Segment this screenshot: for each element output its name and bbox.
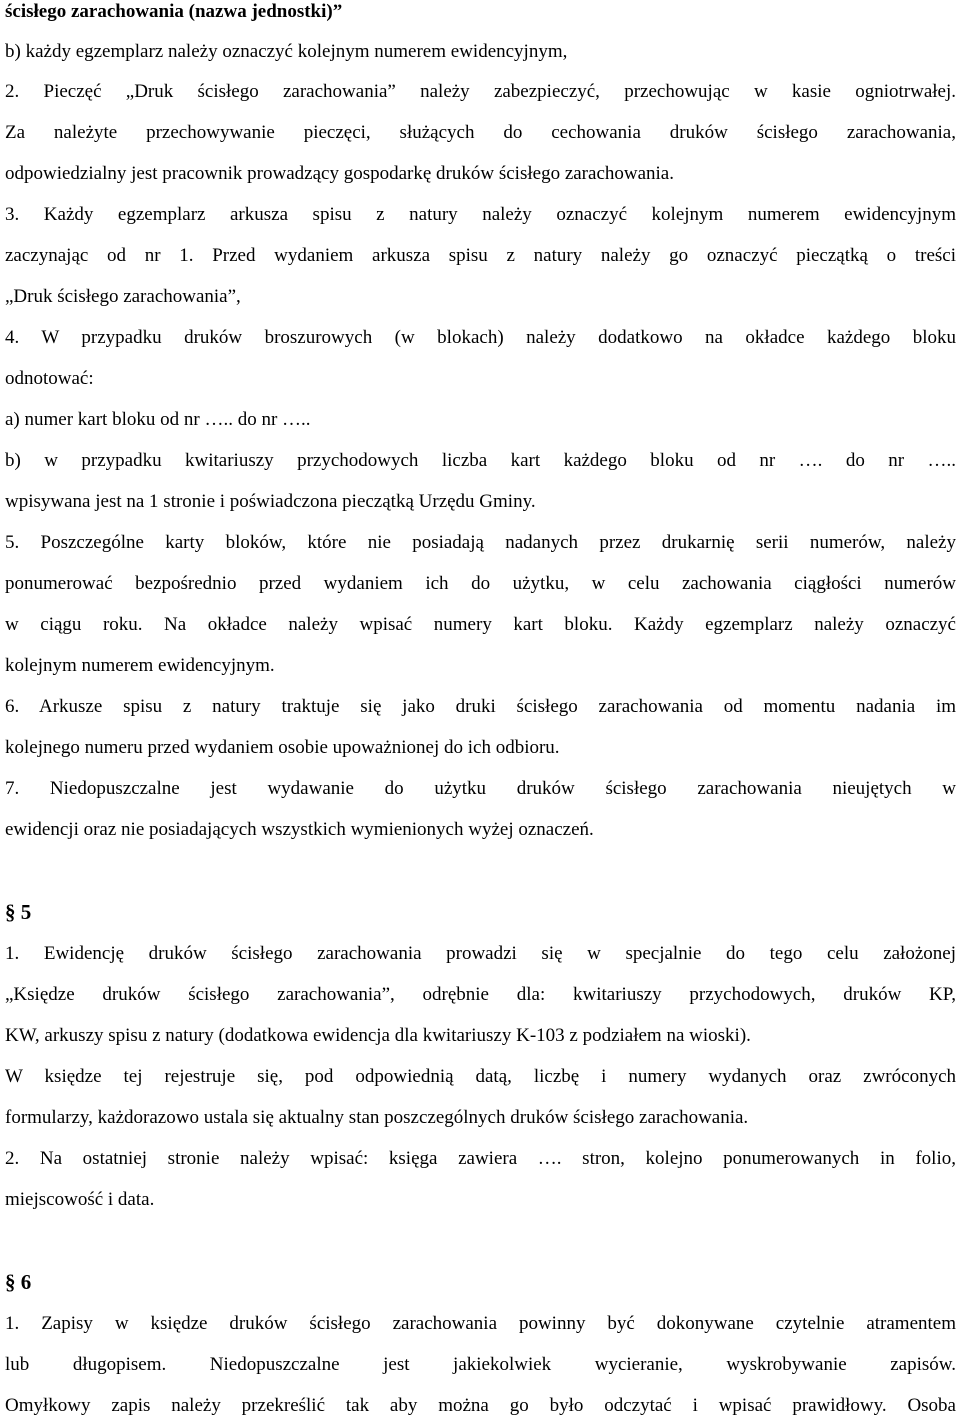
section-heading: § 5: [5, 900, 32, 924]
text-line: 1. Zapisy w księdze druków ścisłego zarachowania powinny być dokonywane czytelnie atramentem: [5, 1313, 956, 1334]
text-line: odpowiedzialny jest pracownik prowadzący gospodarkę druków ścisłego zarachowania.: [5, 163, 674, 184]
text-line: b) w przypadku kwitariuszy przychodowych liczba kart każdego bloku od nr …. do nr …..: [5, 450, 956, 471]
text-line: wpisywana jest na 1 stronie i poświadczona pieczątką Urzędu Gminy.: [5, 491, 536, 512]
text-line: ewidencji oraz nie posiadających wszystkich wymienionych wyżej oznaczeń.: [5, 819, 594, 840]
text-line: 1. Ewidencję druków ścisłego zarachowania prowadzi się w specjalnie do tego celu założonej: [5, 943, 956, 964]
text-line: kolejnego numeru przed wydaniem osobie upoważnionej do ich odbioru.: [5, 737, 560, 758]
text-line: b) każdy egzemplarz należy oznaczyć kolejnym numerem ewidencyjnym,: [5, 41, 568, 62]
text-line: Omyłkowy zapis należy przekreślić tak aby można go było odczytać i wpisać prawidłowy. Osoba: [5, 1395, 956, 1416]
text-line: ścisłego zarachowania (nazwa jednostki)”: [5, 1, 343, 22]
text-line: 3. Każdy egzemplarz arkusza spisu z natury należy oznaczyć kolejnym numerem ewidencyjnym: [5, 204, 956, 225]
text-line: zaczynając od nr 1. Przed wydaniem arkusza spisu z natury należy go oznaczyć pieczątką o treści: [5, 245, 956, 266]
text-line: 7. Niedopuszczalne jest wydawanie do użytku druków ścisłego zarachowania nieujętych w: [5, 778, 956, 799]
text-line: formularzy, każdorazowo ustala się aktualny stan poszczególnych druków ścisłego zarachowania.: [5, 1107, 749, 1128]
text-line: 4. W przypadku druków broszurowych (w blokach) należy dodatkowo na okładce każdego bloku: [5, 327, 956, 348]
text-line: 2. Na ostatniej stronie należy wpisać: księga zawiera …. stron, kolejno ponumerowanych in folio,: [5, 1148, 956, 1169]
text-line: 6. Arkusze spisu z natury traktuje się jako druki ścisłego zarachowania od momentu nadania im: [5, 696, 956, 717]
text-line: a) numer kart bloku od nr ….. do nr …..: [5, 409, 311, 430]
text-line: Za należyte przechowywanie pieczęci, służących do cechowania druków ścisłego zarachowania,: [5, 122, 956, 143]
text-line: w ciągu roku. Na okładce należy wpisać numery kart bloku. Każdy egzemplarz należy oznaczyć: [5, 614, 956, 635]
text-line: W księdze tej rejestruje się, pod odpowiednią datą, liczbę i numery wydanych oraz zwróconych: [5, 1066, 956, 1087]
text-line: 5. Poszczególne karty bloków, które nie posiadają nadanych przez drukarnię serii numerów, należy: [5, 532, 956, 553]
text-line: „Druk ścisłego zarachowania”,: [5, 286, 241, 307]
text-line: ponumerować bezpośrednio przed wydaniem ich do użytku, w celu zachowania ciągłości numerów: [5, 573, 956, 594]
text-line: kolejnym numerem ewidencyjnym.: [5, 655, 275, 676]
section-heading: § 6: [5, 1270, 32, 1294]
text-line: KW, arkuszy spisu z natury (dodatkowa ewidencja dla kwitariuszy K-103 z podziałem na wioski).: [5, 1025, 751, 1046]
text-line: 2. Pieczęć „Druk ścisłego zarachowania” należy zabezpieczyć, przechowując w kasie ogniotrwałej.: [5, 81, 956, 102]
text-line: odnotować:: [5, 368, 94, 389]
text-line: lub długopisem. Niedopuszczalne jest jakiekolwiek wycieranie, wyskrobywanie zapisów.: [5, 1354, 956, 1375]
text-line: miejscowość i data.: [5, 1189, 155, 1210]
text-line: „Księdze druków ścisłego zarachowania”, odrębnie dla: kwitariuszy przychodowych, druków KP,: [5, 984, 956, 1005]
